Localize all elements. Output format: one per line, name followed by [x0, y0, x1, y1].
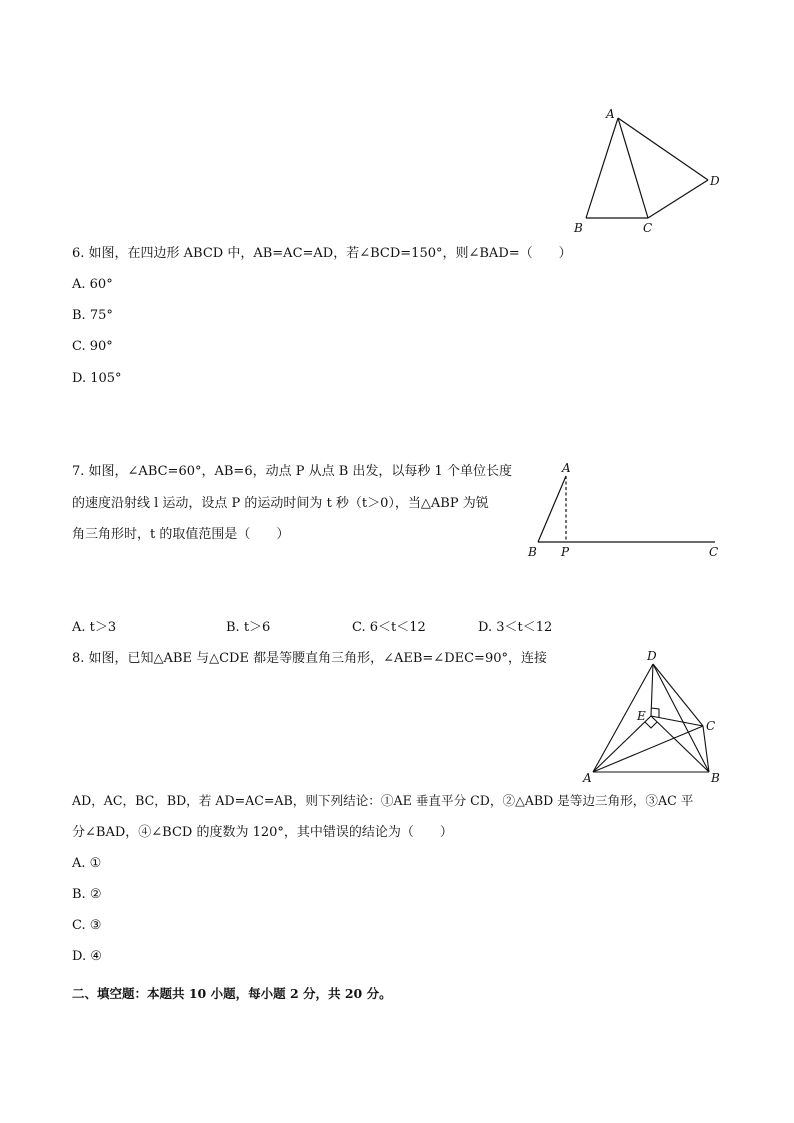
q7-stem-line-2: 的速度沿射线 l 运动，设点 P 的运动时间为 t 秒（t＞0），当△ABP 为锐	[72, 496, 489, 511]
q7-stem-line-3: 角三角形时，t 的取值范围是（ ）	[72, 527, 290, 542]
q6-stem: 6. 如图，在四边形 ABCD 中，AB=AC=AD，若∠BCD=150°，则∠BAD=（ ）	[72, 246, 572, 261]
q7-label-a: A	[562, 461, 571, 475]
section-two-heading: 二、填空题：本题共 10 小题，每小题 2 分，共 20 分。	[72, 986, 392, 1001]
q7-label-b: B	[528, 545, 537, 559]
q8-label-d: D	[647, 649, 657, 663]
q7-option-b: B. t＞6	[226, 620, 271, 635]
q6-label-d: D	[710, 174, 720, 188]
q8-label-a: A	[583, 771, 592, 785]
q7-option-d: D. 3＜t＜12	[478, 620, 553, 635]
q6-label-c: C	[643, 221, 653, 235]
q8-stem-line-3: 分∠BAD，④∠BCD 的度数为 120°，其中错误的结论为（ ）	[72, 825, 453, 840]
q8-stem-line-1: 8. 如图，已知△ABE 与△CDE 都是等腰直角三角形，∠AEB=∠DEC=90°，连接	[72, 651, 547, 666]
q7-option-c: C. 6＜t＜12	[352, 620, 426, 635]
q8-option-c: C. ③	[72, 918, 102, 933]
q8-stem-line-2: AD，AC，BC，BD，若 AD=AC=AB，则下列结论：①AE 垂直平分 CD，②△ABD 是等边三角形，③AC 平	[72, 793, 694, 808]
q8-option-d: D. ④	[72, 949, 102, 964]
q6-option-a: A. 60°	[72, 277, 113, 292]
q8-option-b: B. ②	[72, 887, 102, 902]
q7-label-c: C	[709, 545, 719, 559]
q8-label-e: E	[637, 709, 646, 723]
q6-figure	[560, 100, 740, 240]
q6-option-b: B. 75°	[72, 308, 113, 323]
q6-label-b: B	[574, 221, 583, 235]
q7-stem-line-1: 7. 如图，∠ABC=60°，AB=6，动点 P 从点 B 出发，以每秒 1 个单位长度	[72, 464, 512, 479]
q7-label-p: P	[561, 545, 570, 559]
q6-label-a: A	[606, 107, 615, 121]
q6-option-c: C. 90°	[72, 339, 113, 354]
q8-label-c: C	[706, 719, 716, 733]
q8-option-a: A. ①	[72, 856, 102, 871]
q7-option-a: A. t＞3	[72, 620, 117, 635]
q7-figure	[520, 456, 730, 566]
q8-figure	[575, 648, 735, 788]
q8-label-b: B	[711, 771, 720, 785]
q6-option-d: D. 105°	[72, 371, 122, 386]
